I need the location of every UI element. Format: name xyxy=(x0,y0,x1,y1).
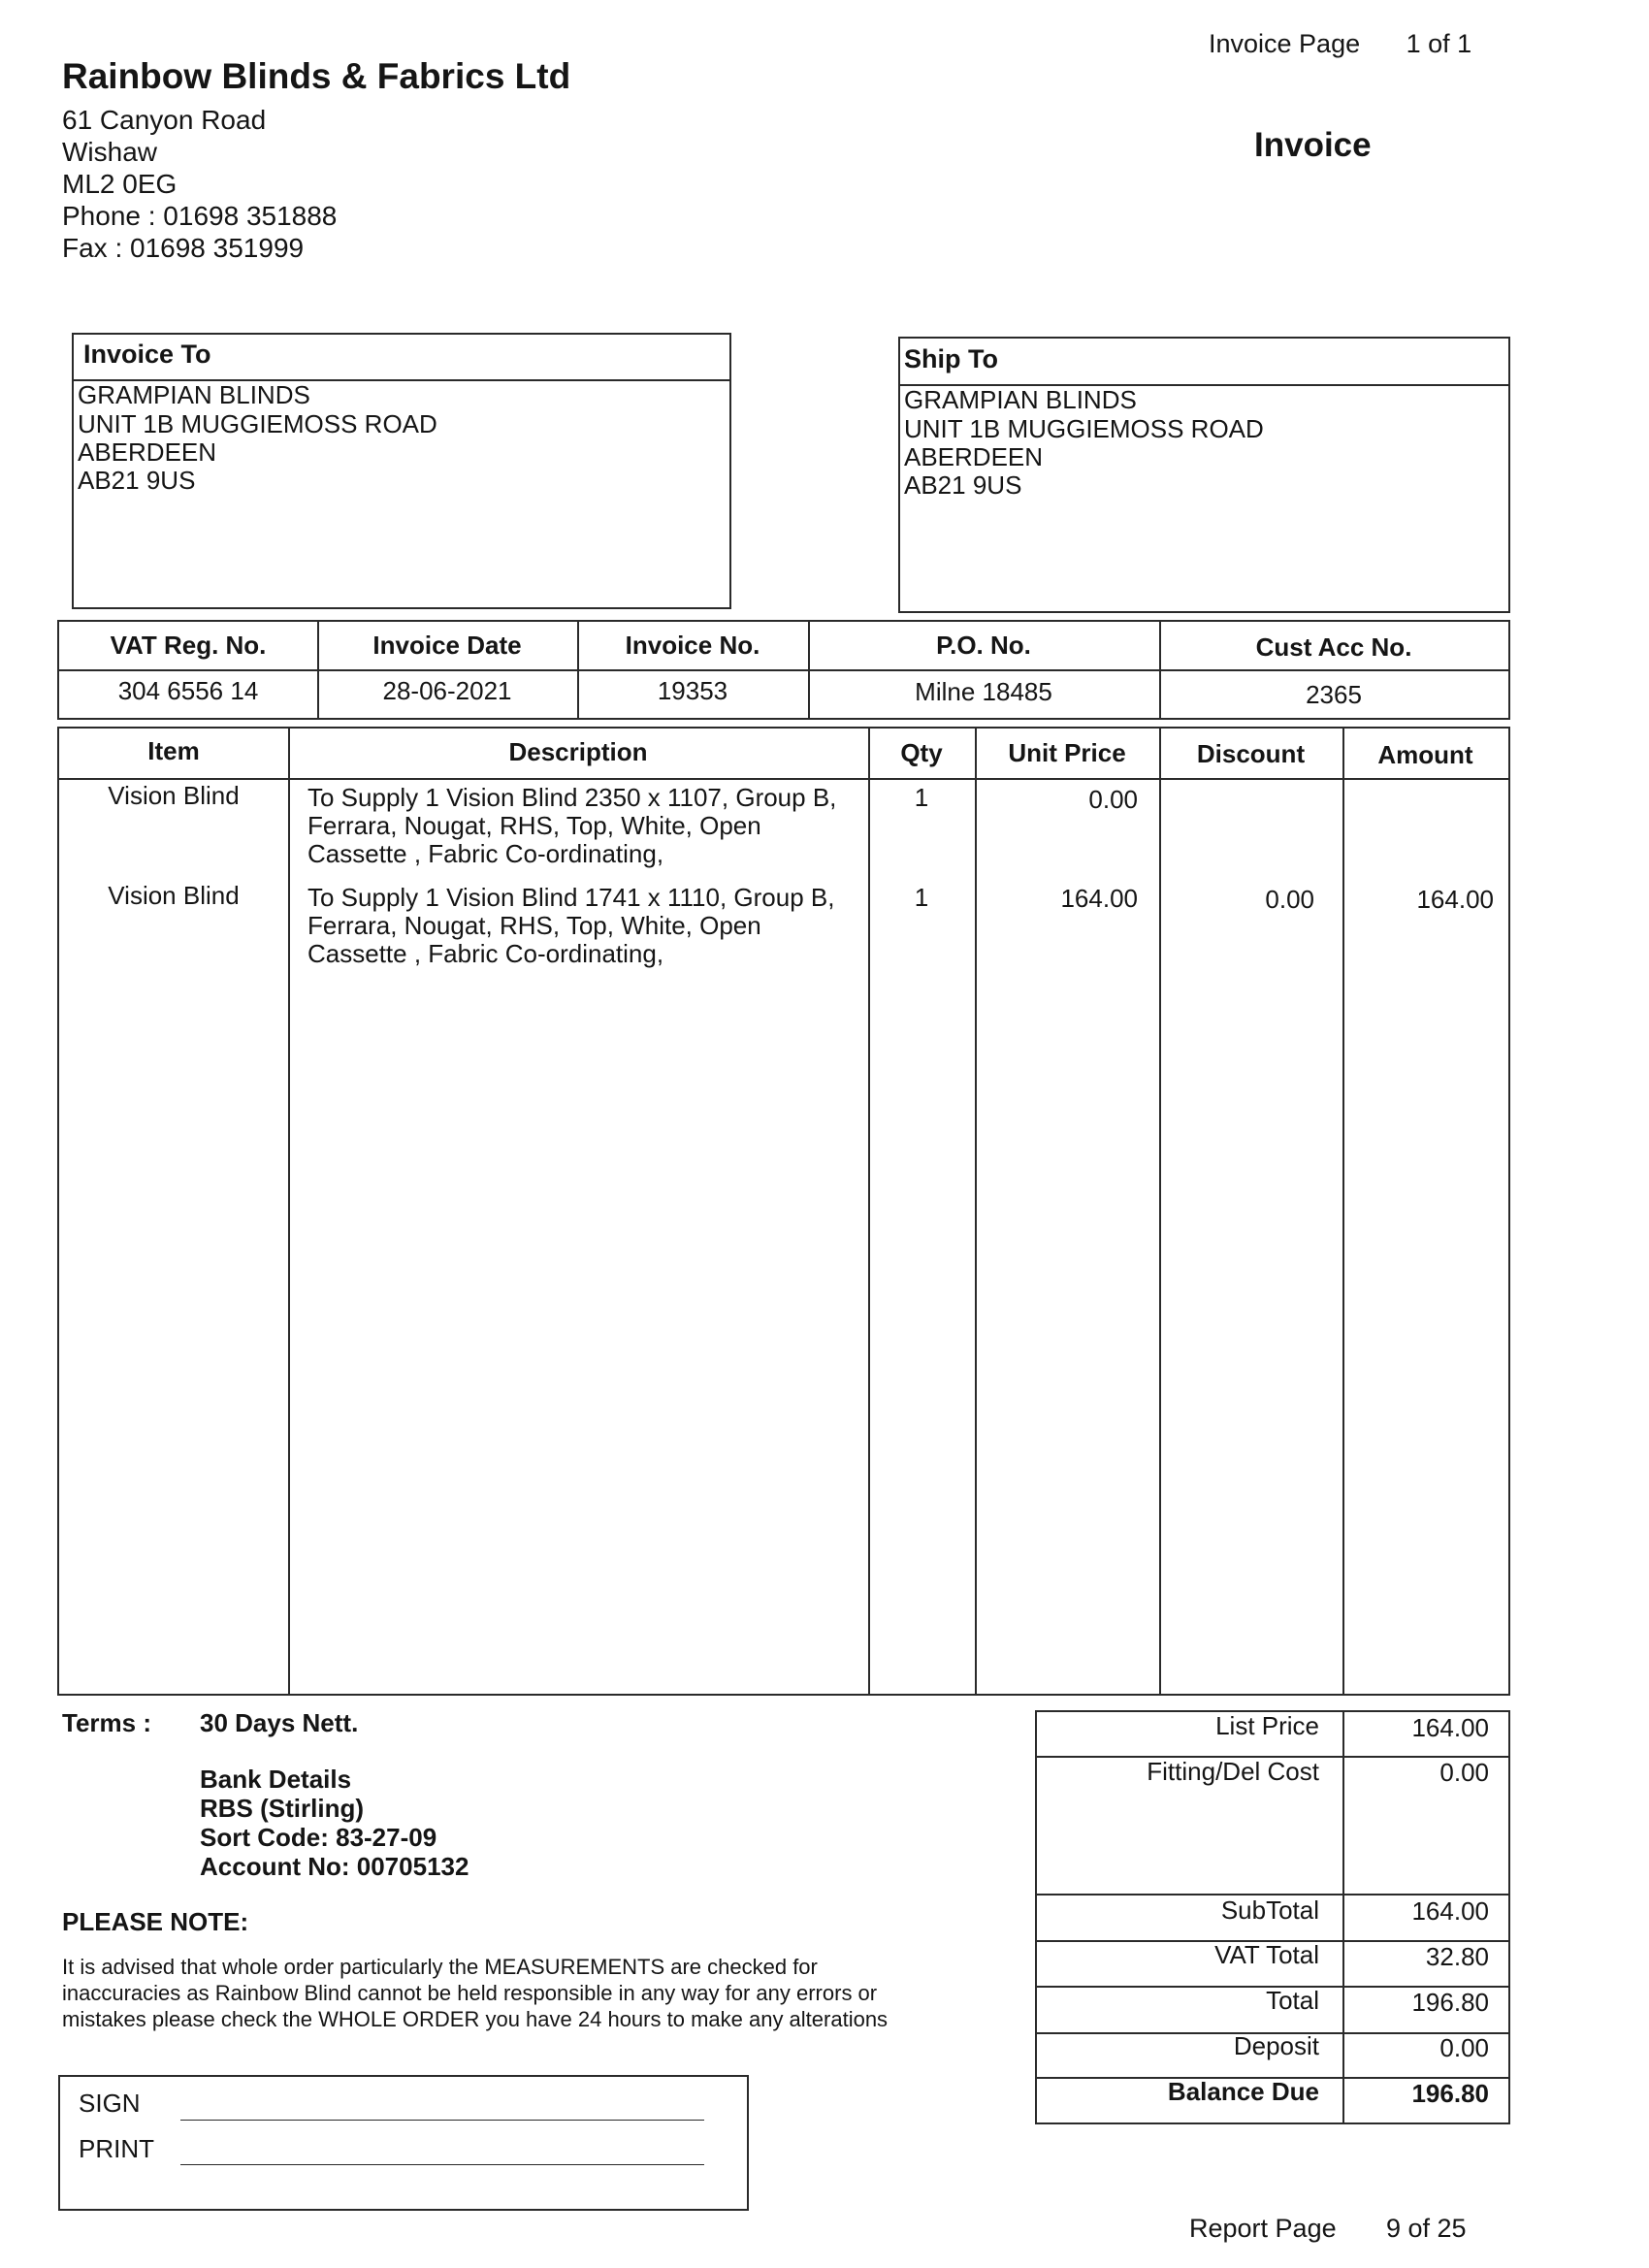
unit-price-cell: 0.00 xyxy=(1088,785,1138,814)
ship-to-box xyxy=(898,337,1510,613)
note-line: It is advised that whole order particularly the MEASUREMENTS are checked for xyxy=(62,1955,818,1979)
invoice-page-label: Invoice Page xyxy=(1209,29,1361,58)
description-line: Cassette , Fabric Co-ordinating, xyxy=(307,839,664,868)
divider xyxy=(288,729,290,1694)
note-line: mistakes please check the WHOLE ORDER you have 24 hours to make any alterations xyxy=(62,2007,889,2031)
divider xyxy=(1342,729,1344,1694)
invoice-no-value: 19353 xyxy=(657,676,728,705)
print-line[interactable] xyxy=(180,2164,704,2165)
company-address-line: 61 Canyon Road xyxy=(62,105,267,135)
invoice-page-counter xyxy=(1209,29,1471,58)
description-column-header: Description xyxy=(508,737,648,766)
cust-acc-value: 2365 xyxy=(1306,680,1362,709)
invoice-date-value: 28-06-2021 xyxy=(382,676,512,705)
invoice-no-header: Invoice No. xyxy=(625,631,760,660)
sign-line[interactable] xyxy=(180,2120,704,2121)
signature-box xyxy=(58,2075,749,2211)
qty-column-header: Qty xyxy=(900,738,943,767)
ship-to-line: UNIT 1B MUGGIEMOSS ROAD xyxy=(904,414,1264,443)
qty-cell: 1 xyxy=(914,783,929,812)
sort-code: Sort Code: 83-27-09 xyxy=(200,1823,437,1852)
invoice-date-header: Invoice Date xyxy=(372,631,522,660)
amount-cell: 164.00 xyxy=(1416,885,1494,914)
divider xyxy=(59,669,1508,671)
bank-name: RBS (Stirling) xyxy=(200,1794,364,1823)
description-line: To Supply 1 Vision Blind 1741 x 1110, Group B, xyxy=(307,883,835,912)
po-no-value: Milne 18485 xyxy=(915,677,1052,706)
invoice-to-line: ABERDEEN xyxy=(78,437,217,467)
note-line: inaccuracies as Rainbow Blind cannot be held responsible in any way for any errors or xyxy=(62,1981,878,2005)
divider xyxy=(59,778,1508,780)
discount-cell: 0.00 xyxy=(1265,885,1314,914)
account-number: Account No: 00705132 xyxy=(200,1852,469,1881)
company-phone: Phone : 01698 351888 xyxy=(62,201,338,231)
document-title: Invoice xyxy=(1254,126,1372,164)
unit-price-cell: 164.00 xyxy=(1060,884,1138,913)
description-line: Ferrara, Nougat, RHS, Top, White, Open xyxy=(307,911,761,940)
invoice-to-line: AB21 9US xyxy=(78,466,196,495)
cust-acc-header: Cust Acc No. xyxy=(1255,632,1412,662)
vat-total-label: VAT Total xyxy=(1214,1940,1319,1969)
divider xyxy=(975,729,977,1694)
item-cell: Vision Blind xyxy=(108,881,240,910)
item-column-header: Item xyxy=(147,736,200,765)
description-line: Ferrara, Nougat, RHS, Top, White, Open xyxy=(307,811,761,840)
company-name: Rainbow Blinds & Fabrics Ltd xyxy=(62,56,571,96)
ship-to-heading: Ship To xyxy=(904,344,998,373)
sign-label: SIGN xyxy=(79,2089,141,2118)
description-line: To Supply 1 Vision Blind 2350 x 1107, Group B, xyxy=(307,783,837,812)
company-address-line: Wishaw xyxy=(62,137,158,167)
company-fax: Fax : 01698 351999 xyxy=(62,233,305,263)
subtotal-value: 164.00 xyxy=(1411,1896,1489,1926)
terms-label: Terms : xyxy=(62,1708,151,1737)
balance-due-label: Balance Due xyxy=(1167,2077,1319,2106)
bank-heading: Bank Details xyxy=(200,1765,352,1794)
unit-price-column-header: Unit Price xyxy=(1008,738,1126,767)
po-no-header: P.O. No. xyxy=(936,631,1031,660)
invoice-page-value: 1 of 1 xyxy=(1406,29,1472,58)
note-heading: PLEASE NOTE: xyxy=(62,1907,249,1936)
divider xyxy=(868,729,870,1694)
items-table xyxy=(57,727,1510,1696)
deposit-label: Deposit xyxy=(1233,2031,1319,2060)
vat-reg-value: 304 6556 14 xyxy=(117,676,259,705)
ship-to-line: GRAMPIAN BLINDS xyxy=(904,385,1137,414)
fitting-cost-value: 0.00 xyxy=(1439,1758,1489,1787)
list-price-value: 164.00 xyxy=(1411,1713,1489,1742)
balance-due-value: 196.80 xyxy=(1411,2079,1489,2108)
invoice-to-line: GRAMPIAN BLINDS xyxy=(78,380,310,409)
company-address-line: ML2 0EG xyxy=(62,169,178,199)
fitting-cost-label: Fitting/Del Cost xyxy=(1147,1757,1319,1786)
deposit-value: 0.00 xyxy=(1439,2033,1489,2062)
divider xyxy=(1159,729,1161,1694)
vat-total-value: 32.80 xyxy=(1425,1942,1489,1971)
item-cell: Vision Blind xyxy=(108,781,240,810)
amount-column-header: Amount xyxy=(1377,740,1473,769)
ship-to-line: AB21 9US xyxy=(904,470,1022,500)
print-label: PRINT xyxy=(79,2134,154,2163)
subtotal-label: SubTotal xyxy=(1220,1895,1319,1925)
discount-column-header: Discount xyxy=(1196,739,1306,768)
invoice-to-line: UNIT 1B MUGGIEMOSS ROAD xyxy=(78,409,437,438)
vat-reg-header: VAT Reg. No. xyxy=(110,631,267,660)
terms-value: 30 Days Nett. xyxy=(200,1708,359,1737)
invoice-to-box xyxy=(72,333,731,609)
invoice-to-heading: Invoice To xyxy=(83,340,211,369)
list-price-label: List Price xyxy=(1215,1711,1319,1740)
total-label: Total xyxy=(1266,1986,1319,2015)
report-page-label: Report Page xyxy=(1189,2214,1337,2243)
report-page-value: 9 of 25 xyxy=(1386,2214,1467,2243)
ship-to-line: ABERDEEN xyxy=(904,442,1044,471)
invoice-info-grid xyxy=(57,620,1510,720)
qty-cell: 1 xyxy=(914,883,929,912)
description-line: Cassette , Fabric Co-ordinating, xyxy=(307,939,664,968)
total-value: 196.80 xyxy=(1411,1988,1489,2017)
